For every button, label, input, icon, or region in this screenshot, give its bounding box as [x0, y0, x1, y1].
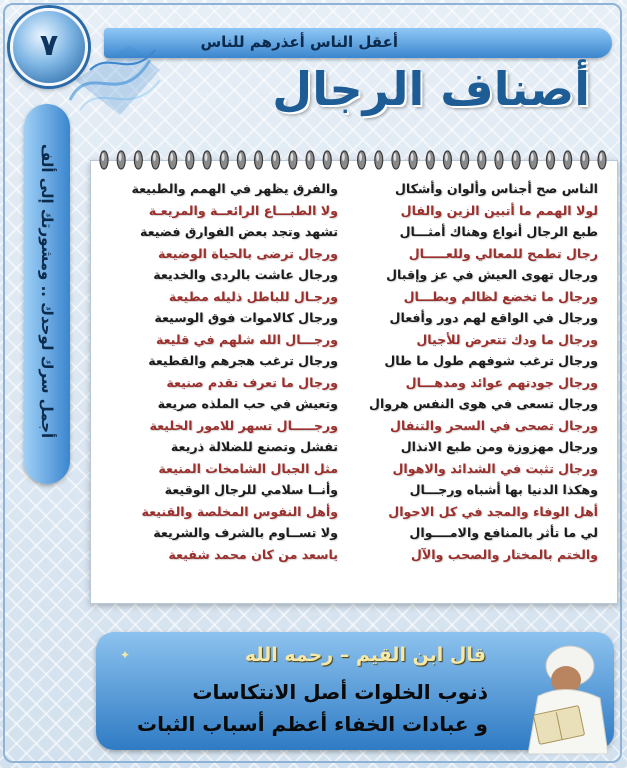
spiral-rings-icon	[96, 148, 610, 172]
poem-row	[100, 264, 604, 286]
spiral-ring	[117, 151, 125, 169]
top-banner-text: أعقل الناس أعذرهم للناس	[200, 33, 398, 51]
poem-row	[100, 458, 604, 480]
verse-second-half: ورجال ترضى بالحياة الوضيعة	[157, 245, 338, 261]
verse-first-half: ورجال ما تخضع لظالم وبطـــال	[403, 288, 598, 304]
verse-second-half: ورجـال للباطل ذليله مطيعة	[168, 288, 338, 304]
verse-second-half: ورجال كالاموات فوق الوسيعة	[154, 310, 338, 325]
page-title: أصناف الرجال	[272, 62, 590, 116]
poem	[100, 178, 604, 565]
verse-second-half: ورجال عاشت بالردى والخديعة	[153, 267, 338, 282]
verse-second-half: ياسعد من كان محمد شفيعة	[168, 546, 338, 562]
verse-second-half: ورجال ترغب هجرهم والقطيعة	[148, 353, 338, 368]
verse-first-half: ورجال تسعى في هوى النفس هروال	[369, 396, 598, 411]
reading-man-icon	[508, 636, 618, 754]
poem-row	[100, 329, 604, 351]
spiral-ring	[340, 151, 348, 169]
verse-first-half: ورجال جودتهم عوائد ومدهـــال	[405, 374, 598, 390]
spiral-ring	[100, 151, 108, 169]
verse-second-half: ورجـــال الله شلهم في قليعة	[155, 331, 338, 347]
poem-row	[100, 436, 604, 458]
verse-first-half: وهكذا الدنيا بها أشباه ورجـــال	[409, 482, 598, 497]
spiral-ring	[529, 151, 537, 169]
verse-second-half: ورجـــــال تسهر للامور الخليعة	[149, 417, 338, 433]
verse-first-half: أهل الوفاء والمجد في كل الاحوال	[388, 503, 598, 519]
verse-first-half: ورجال ترغب شوفهم طول ما طال	[384, 353, 598, 368]
poem-row	[100, 393, 604, 415]
verse-second-half: تشهد وتجد بعض الفوارق فضيعة	[140, 224, 338, 239]
poem-row	[100, 243, 604, 265]
verse-second-half: وأنــا سلامي للرجال الوقيعة	[164, 482, 338, 497]
spiral-ring	[152, 151, 160, 169]
verse-second-half: ورجال ما تعرف تقدم صنيعة	[166, 374, 338, 390]
spiral-ring	[478, 151, 486, 169]
verse-first-half: والختم بالمختار والصحب والآل	[410, 546, 598, 562]
poem-row	[100, 415, 604, 437]
verse-second-half: ولا تســاوم بالشرف والشريعة	[153, 525, 338, 540]
spiral-ring	[203, 151, 211, 169]
verse-second-half: وتعيش في حب الملذه صريعة	[157, 396, 338, 411]
spiral-ring	[564, 151, 572, 169]
side-banner	[24, 104, 70, 484]
spiral-ring	[546, 151, 554, 169]
spiral-ring	[358, 151, 366, 169]
verse-first-half: ورجال تهوى العيش في عز وإقبال	[386, 267, 598, 282]
poem-row	[100, 200, 604, 222]
poem-row	[100, 307, 604, 329]
quote-line-2: و عبادات الخفاء أعظم أسباب الثبات	[137, 712, 488, 736]
poem-row	[100, 372, 604, 394]
spiral-ring	[512, 151, 520, 169]
spiral-ring	[220, 151, 228, 169]
spiral-ring	[255, 151, 263, 169]
quote-attribution: قال ابن القيم – رحمه الله	[244, 644, 486, 666]
spiral-ring	[461, 151, 469, 169]
verse-first-half: الناس صح أجناس وألوان وأشكال	[394, 181, 598, 196]
spiral-ring	[306, 151, 314, 169]
spiral-ring	[495, 151, 503, 169]
title-block	[272, 62, 590, 130]
verse-first-half: ورجال تثبت في الشدائد والاهوال	[392, 460, 598, 476]
verse-first-half: ورجال تصحى في السحر والتنفال	[390, 417, 598, 433]
spiral-ring	[169, 151, 177, 169]
spiral-ring	[289, 151, 297, 169]
verse-first-half: ورجال ما ودك تتعرض للأجيال	[416, 331, 598, 347]
poem-row	[100, 286, 604, 308]
spiral-ring	[426, 151, 434, 169]
verse-first-half: رجال تطمح للمعالي وللعـــــال	[408, 245, 598, 261]
spiral-ring	[323, 151, 331, 169]
poem-row	[100, 178, 604, 200]
verse-first-half: طبع الرجال أنواع وهناك أمثـــال	[399, 224, 598, 239]
spiral-ring	[375, 151, 383, 169]
poem-row	[100, 479, 604, 501]
spiral-ring	[392, 151, 400, 169]
spiral-ring	[237, 151, 245, 169]
page-number-badge	[10, 8, 88, 86]
spiral-ring	[598, 151, 606, 169]
page-number: ٧	[39, 28, 59, 63]
poem-row	[100, 221, 604, 243]
spiral-ring	[272, 151, 280, 169]
verse-first-half: ورجال في الواقع لهم دور وأفعال	[389, 310, 598, 325]
verse-second-half: وأهل النفوس المخلصة والقنيعة	[141, 503, 338, 519]
verse-second-half: مثل الجبال الشامخات المنيعة	[158, 460, 338, 476]
poem-row	[100, 501, 604, 523]
verse-second-half: والفرق يظهر في الهمم والطبيعة	[131, 181, 338, 196]
verse-first-half: لولا الهمم ما أتبين الزين والفال	[400, 202, 598, 218]
verse-second-half: ولا الطبـــاع الرائعــة والمريعـة	[148, 202, 338, 218]
spiral-ring	[186, 151, 194, 169]
star-icon: ✦	[120, 648, 131, 662]
poem-row	[100, 544, 604, 566]
spiral-ring	[134, 151, 142, 169]
top-banner	[104, 28, 612, 58]
spiral-ring	[409, 151, 417, 169]
side-proverb: أجمل سرك لوحدك .. ومشورتك إلى ألف	[38, 143, 56, 439]
quote-line-1: ذنوب الخلوات أصل الانتكاسات	[192, 680, 488, 704]
verse-first-half: لي ما تأثر بالمنافع والامــــوال	[409, 525, 598, 540]
spiral-ring	[443, 151, 451, 169]
spiral-ring	[581, 151, 589, 169]
poem-row	[100, 522, 604, 544]
verse-first-half: ورجال مهزوزة ومن طبع الانذال	[400, 439, 598, 454]
poem-row	[100, 350, 604, 372]
verse-second-half: تفشل وتصنع للضلالة ذريعة	[170, 439, 338, 454]
